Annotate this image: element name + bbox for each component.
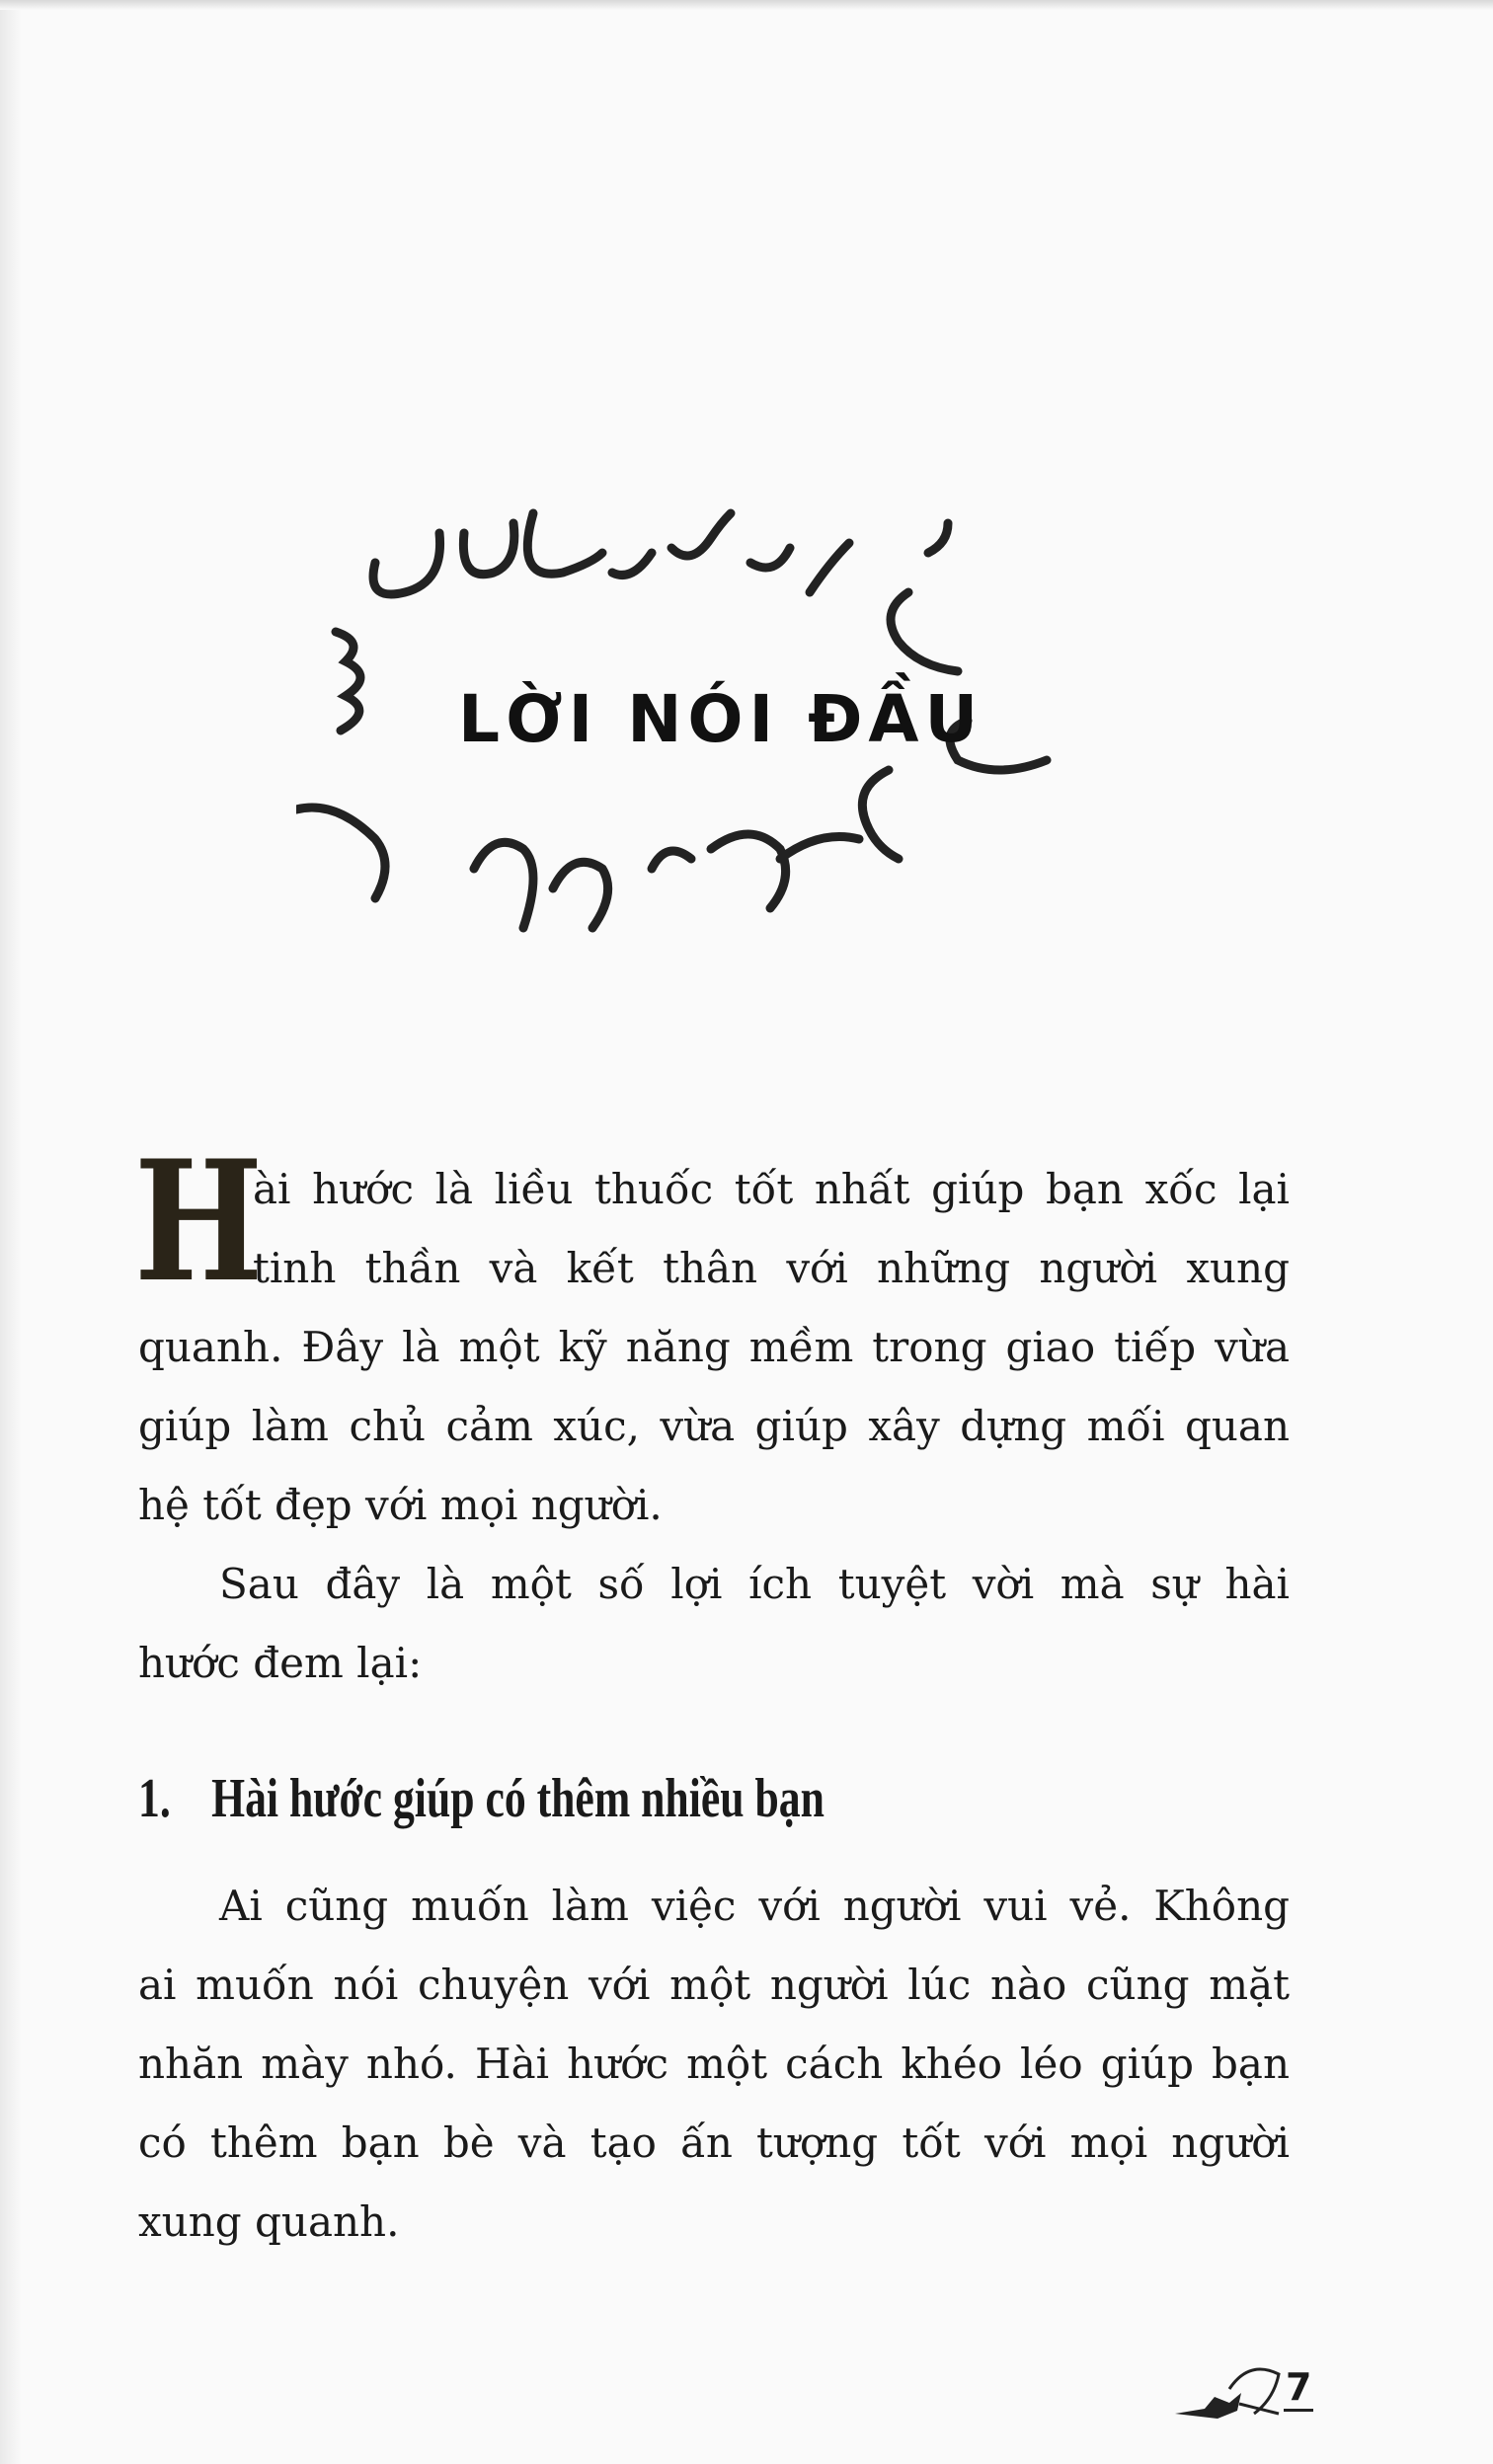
intro-line: tinh thần và kết thân với những người xung [253, 1244, 1290, 1292]
intro-line: hệ tốt đẹp với mọi người. [138, 1481, 663, 1529]
intro-line: ài hước là liều thuốc tốt nhất giúp bạn xốc lại [253, 1165, 1290, 1213]
section-number: 1. [138, 1768, 171, 1829]
drop-cap: H [134, 1123, 264, 1319]
page-number: 7 [1284, 2365, 1313, 2412]
benefits-intro-line: Sau đây là một số lợi ích tuyệt vời mà sự hài [219, 1560, 1290, 1608]
section-line: có thêm bạn bè và tạo ấn tượng tốt với mọi người [138, 2118, 1290, 2167]
intro-line: giúp làm chủ cảm xúc, vừa giúp xây dựng mối quan [138, 1402, 1290, 1450]
page-title: LỜI NÓI ĐẦU [457, 681, 984, 757]
section-line: ai muốn nói chuyện với một người lúc nào cũng mặt [138, 1961, 1290, 2009]
section-line: nhăn mày nhó. Hài hước một cách khéo léo giúp bạn [138, 2040, 1290, 2088]
section-heading-text: Hài hước giúp có thêm nhiều bạn [211, 1768, 825, 1829]
intro-line: quanh. Đây là một kỹ năng mềm trong giao tiếp vừa [138, 1323, 1290, 1371]
benefits-intro-line: hước đem lại: [138, 1639, 423, 1687]
section-line: Ai cũng muốn làm việc với người vui vẻ. Không [219, 1882, 1290, 1930]
page-edge-shadow [0, 0, 22, 2464]
section-line: xung quanh. [138, 2197, 400, 2246]
page-top-shadow [0, 0, 1493, 10]
pointing-figure-icon [1170, 2359, 1284, 2428]
section-heading [138, 1767, 825, 1830]
